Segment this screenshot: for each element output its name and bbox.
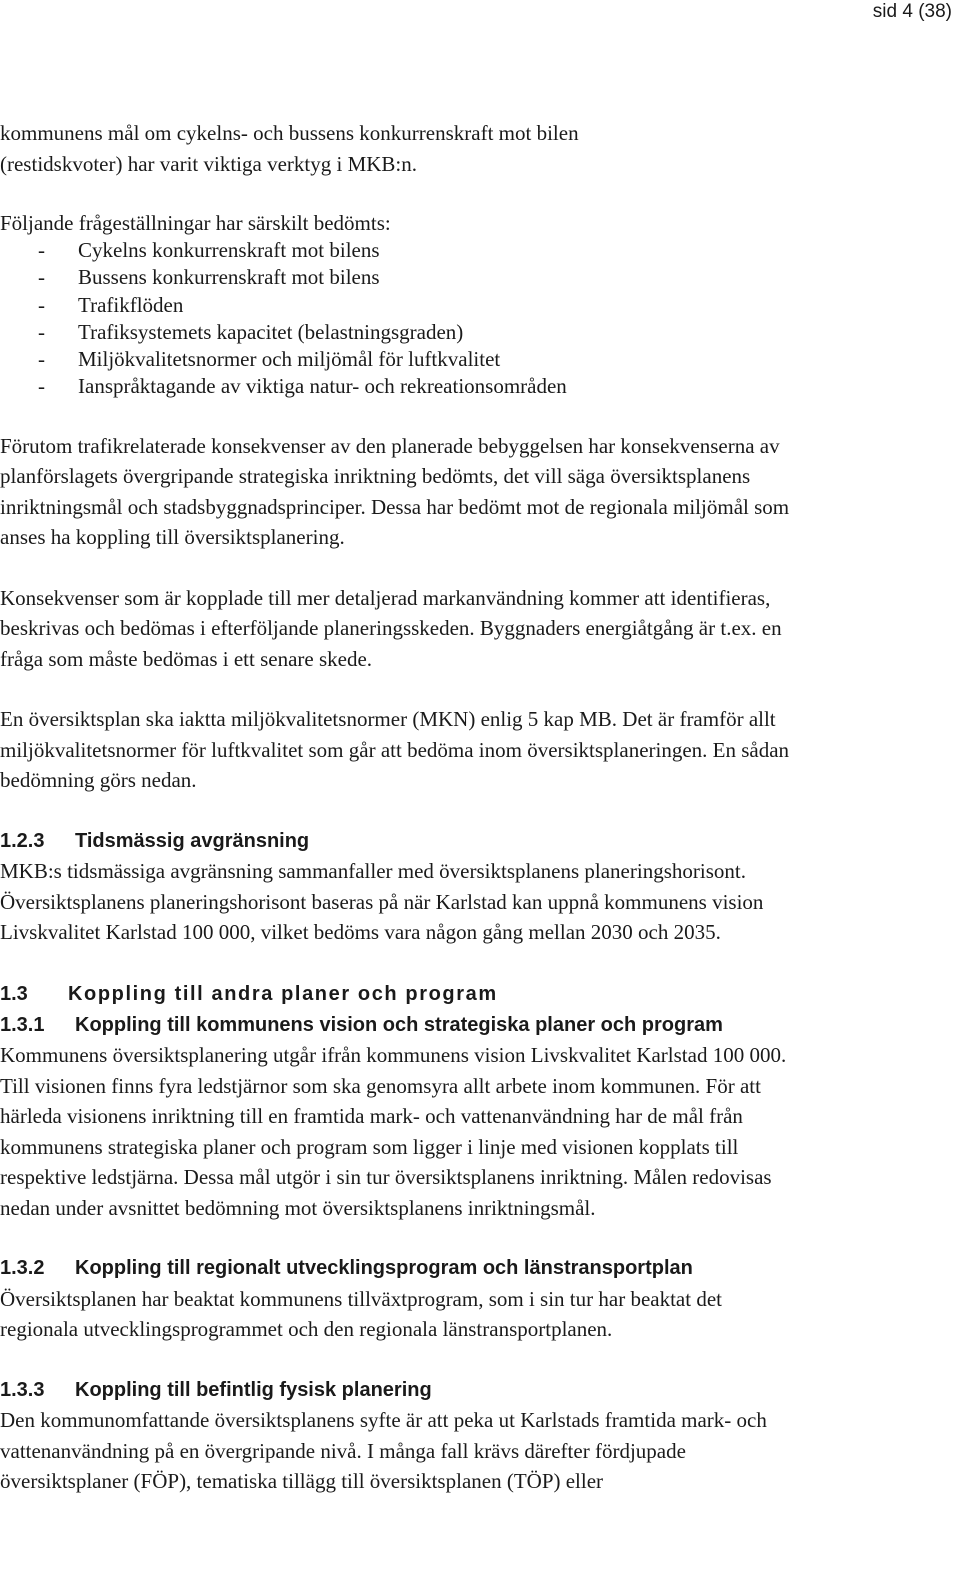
paragraph-vision: Kommunens översiktsplanering utgår ifrån kommunens vision Livskvalitet Karlstad 100 000. Till visionen finns fyra ledstjärnor som ska genomsyra allt arbete inom kommunen. För att härleda visionens inriktning till en framtida mark- och vattenanvändning har de mål från kommunens strategiska planer och program som ligger i linje med visionen kopplats till respektive ledstjärna. Dessa mål utgör i sin tur översiktsplanens inriktning. Målen redovisas nedan under avsnittet bedömning mot översiktsplanens inriktningsmål. — [0, 1043, 787, 1220]
list-item: - Trafiksystemets kapacitet (belastningsgraden) — [38, 319, 464, 344]
list-intro: Följande frågeställningar har särskilt bedömts: — [0, 211, 391, 235]
heading-1-3-1 — [0, 1010, 930, 1041]
heading-1-2-3 — [0, 826, 930, 857]
paragraph-time-scope: MKB:s tidsmässiga avgränsning sammanfaller med översiktsplanens planeringshorisont. Översiktsplanens planeringshorisont baseras på när Karlstad kan uppnå kommunens vision Livskvalitet Karlstad 100 000, vilket bedöms vara någon gång mellan 2030 och 2035. — [0, 859, 764, 945]
document-body — [0, 118, 930, 1497]
paragraph-consequences: Förutom trafikrelaterade konsekvenser av den planerade bebyggelsen har konsekvenserna av planförslagets övergripande strategiska inriktning bedömts, det vill säga översiktsplanens inriktningsmål och stadsbyggnadsprinciper. Dessa har bedömt mot de regionala miljömål som anses ha koppling till översiktsplanering. — [0, 433, 790, 550]
heading-number: 1.3.2 — [0, 1257, 45, 1280]
paragraph-regional-program: Översiktsplanen har beaktat kommunens tillväxtprogram, som i sin tur har beaktat det regionala utvecklingsprogrammet och den regionala länstransportplanen. — [0, 1286, 722, 1342]
list-item: - Miljökvalitetsnormer och miljömål för luftkvalitet — [38, 347, 501, 372]
page-number: sid 4 (38) — [872, 1, 952, 22]
heading-1-3-3 — [0, 1375, 930, 1406]
heading-title: Tidsmässig avgränsning — [75, 829, 310, 852]
list-item: - Trafikflöden — [38, 292, 184, 317]
paragraph-environmental-norms: En översiktsplan ska iaktta miljökvalitetsnormer (MKN) enlig 5 kap MB. Det är framför allt miljökvalitetsnormer för luftkvalitet som går att bedöma inom översiktsplaneringen. En sådan bedömning görs nedan. — [0, 707, 790, 793]
heading-title: Koppling till befintlig fysisk planering — [75, 1378, 432, 1401]
heading-1-3-2 — [0, 1253, 930, 1284]
heading-title: Koppling till regionalt utvecklingsprogram och länstransportplan — [75, 1257, 693, 1280]
assessment-questions-list — [0, 237, 930, 401]
heading-title: Koppling till andra planer och program — [68, 982, 498, 1005]
paragraph-detailed-land-use: Konsekvenser som är kopplade till mer detaljerad markanvändning kommer att identifieras, beskrivas och bedömas i efterföljande planeringsskeden. Byggnaders energiåtgång är t.ex. en fråga som måste bedömas i ett senare skede. — [0, 585, 782, 671]
heading-number: 1.3.1 — [0, 1013, 45, 1036]
heading-title: Koppling till kommunens vision och strategiska planer och program — [75, 1013, 723, 1036]
heading-1-3 — [0, 978, 930, 1010]
heading-number: 1.3.3 — [0, 1378, 45, 1401]
paragraph-physical-planning: Den kommunomfattande översiktsplanens syfte är att peka ut Karlstads framtida mark- och vattenanvändning på en övergripande nivå. I många fall krävs därefter fördjupade översiktsplaner (FÖP), tematiska tillägg till översiktsplanen (TÖP) eller — [0, 1408, 767, 1494]
list-item: - Bussens konkurrenskraft mot bilens — [38, 265, 380, 290]
list-item: - Ianspråktagande av viktiga natur- och rekreationsområden — [38, 374, 567, 399]
heading-number: 1.2.3 — [0, 829, 45, 852]
list-item: - Cykelns konkurrenskraft mot bilens — [38, 238, 380, 262]
heading-number: 1.3 — [0, 982, 28, 1005]
paragraph-intro-continued: kommunens mål om cykelns- och bussens konkurrenskraft mot bilen (restidskvoter) har varit viktiga verktyg i MKB:n. — [0, 121, 579, 176]
